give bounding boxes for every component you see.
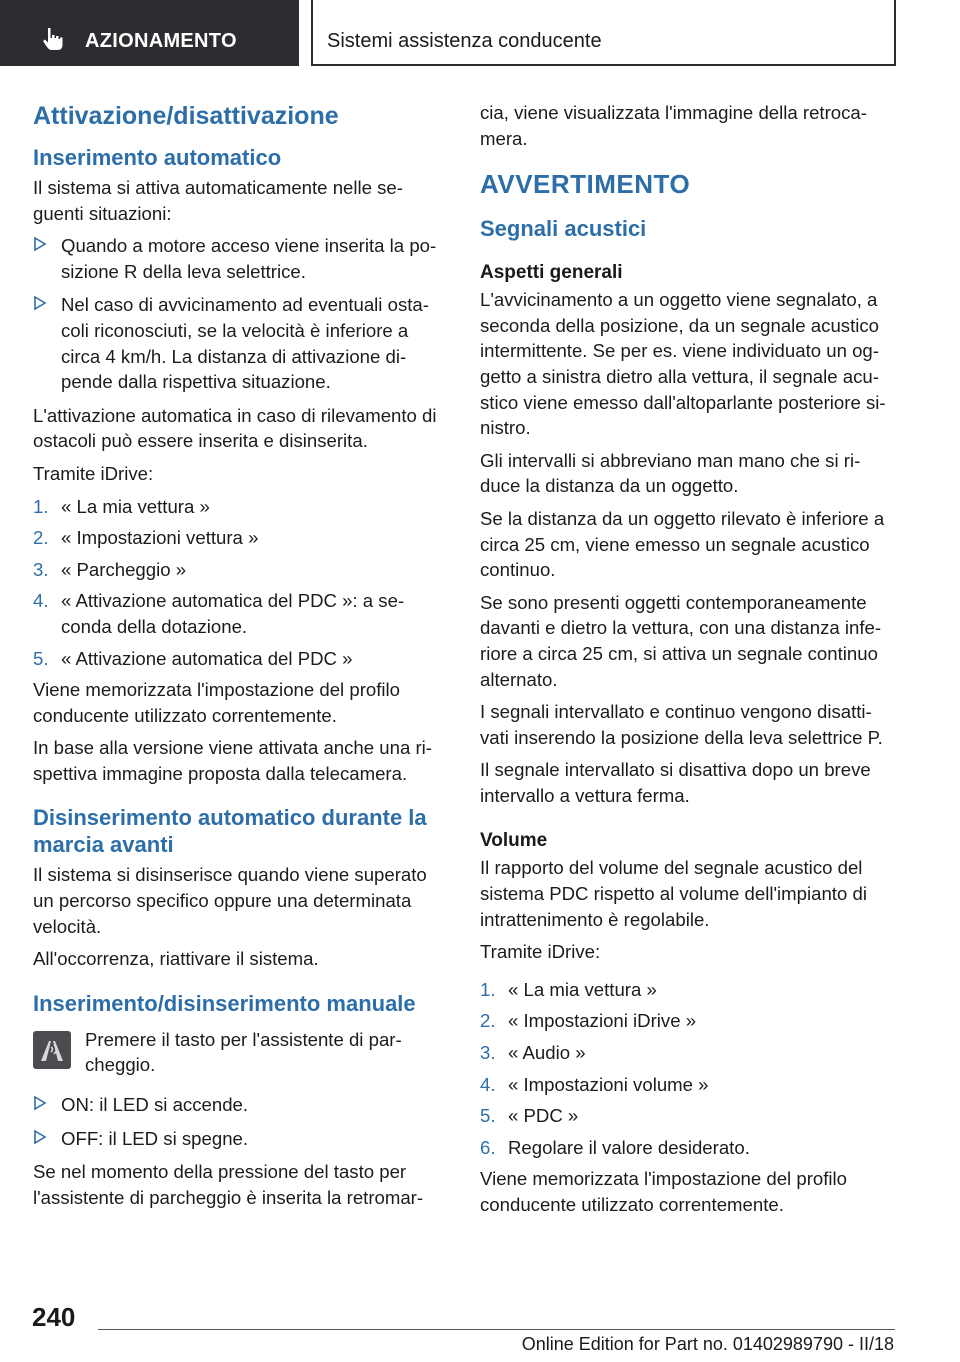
list-item: Nel caso di avvicinamento ad eventuali osta-coli riconosciuti, se la velocità è inferiore a circa 4 km/h. La distanza di attivazione di-pende dalla rispettiva situazione.: [33, 292, 449, 394]
header-section-tab: [0, 0, 299, 66]
manual-heading: Inserimento/disinserimento manuale: [33, 990, 416, 1016]
triangle-bullet-icon: [33, 1095, 47, 1111]
list-item: 1. « La mia vettura »: [480, 978, 657, 1000]
auto-paragraph: Viene memorizzata l'impostazione del profilo conducente utilizzato correntemente.: [33, 679, 400, 726]
header-chapter-box: [311, 0, 896, 66]
forward-heading: Disinserimento automatico durante la marcia avanti: [33, 805, 427, 858]
signals-paragraph: Il segnale intervallato si disattiva dopo un breve intervallo a vettura ferma.: [480, 759, 871, 806]
list-item: 2. « Impostazioni vettura »: [33, 527, 259, 549]
header-section-title: AZIONAMENTO: [85, 30, 237, 52]
volume-heading: Volume: [480, 830, 548, 852]
auto-heading: Inserimento automatico: [33, 145, 282, 170]
list-item: 3. « Audio »: [480, 1042, 586, 1064]
list-item: 4. « Attivazione automatica del PDC »: a se-conda della dotazione.: [33, 590, 405, 637]
auto-bullets: [33, 233, 449, 395]
page-number: 240: [32, 1302, 76, 1332]
list-item: ON: il LED si accende.: [33, 1092, 449, 1118]
manual-button-text: Premere il tasto per l'assistente di par-cheggio.: [85, 1028, 402, 1076]
signals-paragraph: Se sono presenti oggetti contemporaneamente davanti e dietro la vettura, con una distanza infe-riore a circa 25 cm, si attiva un segnale continuo alternato.: [480, 591, 882, 690]
auto-paragraph: Tramite iDrive:: [33, 462, 154, 484]
manual-button-row: [33, 1027, 449, 1078]
signals-paragraph: I segnali intervallato e continuo vengono disatti-vati inserendo la posizione della leva selettrice P.: [480, 701, 883, 748]
auto-steps: [33, 494, 449, 672]
list-item: 3. « Parcheggio »: [33, 558, 187, 580]
header-chapter-title: Sistemi assistenza conducente: [327, 30, 602, 52]
list-item: 1. « La mia vettura »: [33, 495, 210, 517]
auto-intro: Il sistema si attiva automaticamente nelle se-guenti situazioni:: [33, 177, 403, 224]
hand-pointer-icon: [40, 26, 66, 52]
warning-heading: AVVERTIMENTO: [480, 169, 691, 200]
left-column: [33, 100, 449, 1217]
list-item: Quando a motore acceso viene inserita la po-sizione R della leva selettrice.: [33, 233, 449, 284]
right-column: [480, 100, 898, 1225]
list-item: 5. « Attivazione automatica del PDC »: [33, 647, 353, 669]
list-item: 6. Regolare il valore desiderato.: [480, 1136, 750, 1158]
triangle-bullet-icon: [33, 236, 47, 252]
park-assist-icon: [33, 1031, 71, 1069]
auto-paragraph: L'attivazione automatica in caso di rilevamento di ostacoli può essere inserita e disinserita.: [33, 404, 437, 452]
volume-steps: [480, 977, 898, 1161]
signals-heading: Segnali acustici: [480, 216, 647, 242]
manual-paragraph: Se nel momento della pressione del tasto per l'assistente di parcheggio è inserita la retromar-: [33, 1161, 424, 1208]
triangle-bullet-icon: [33, 295, 47, 311]
triangle-bullet-icon: [33, 1129, 47, 1145]
section-title: Attivazione/disattivazione: [33, 102, 339, 130]
volume-paragraph: Viene memorizzata l'impostazione del profilo conducente utilizzato correntemente.: [480, 1168, 847, 1215]
list-item: 4. « Impostazioni volume »: [480, 1073, 709, 1095]
footer-divider: [98, 1329, 895, 1330]
general-heading: Aspetti generali: [480, 262, 623, 284]
list-item: 2. « Impostazioni iDrive »: [480, 1010, 697, 1032]
continuation-paragraph: cia, viene visualizzata l'immagine della retroca-mera.: [480, 102, 867, 149]
volume-paragraph: Il rapporto del volume del segnale acustico del sistema PDC rispetto al volume dell'impianto di intrattenimento è regolabile.: [480, 857, 867, 930]
footer-edition: Online Edition for Part no. 01402989790 - II/18: [521, 1334, 894, 1354]
list-item: 5. « PDC »: [480, 1105, 579, 1127]
forward-paragraph: Il sistema si disinserisce quando viene superato un percorso specifico oppure una determinata velocità.: [33, 864, 427, 937]
manual-bullets: [33, 1092, 449, 1151]
forward-paragraph: All'occorrenza, riattivare il sistema.: [33, 948, 319, 970]
signals-paragraph: Gli intervalli si abbreviano man mano che si ri-duce la distanza da un oggetto.: [480, 449, 861, 497]
auto-paragraph: In base alla versione viene attivata anche una ri-spettiva immagine proposta dalla telecamera.: [33, 737, 432, 784]
volume-paragraph: Tramite iDrive:: [480, 941, 601, 963]
list-item: OFF: il LED si spegne.: [33, 1126, 449, 1152]
signals-paragraph: L'avvicinamento a un oggetto viene segnalato, a seconda della posizione, da un segnale acustico intermittente. Se per es. viene individuato un og-getto a sinistra dietro alla vettura, il segnale acu-stico viene emesso dall'altoparlante posteriore si-nistro.: [480, 289, 886, 439]
signals-paragraph: Se la distanza da un oggetto rilevato è inferiore a circa 25 cm, viene emesso un segnale acustico continuo.: [480, 507, 885, 581]
